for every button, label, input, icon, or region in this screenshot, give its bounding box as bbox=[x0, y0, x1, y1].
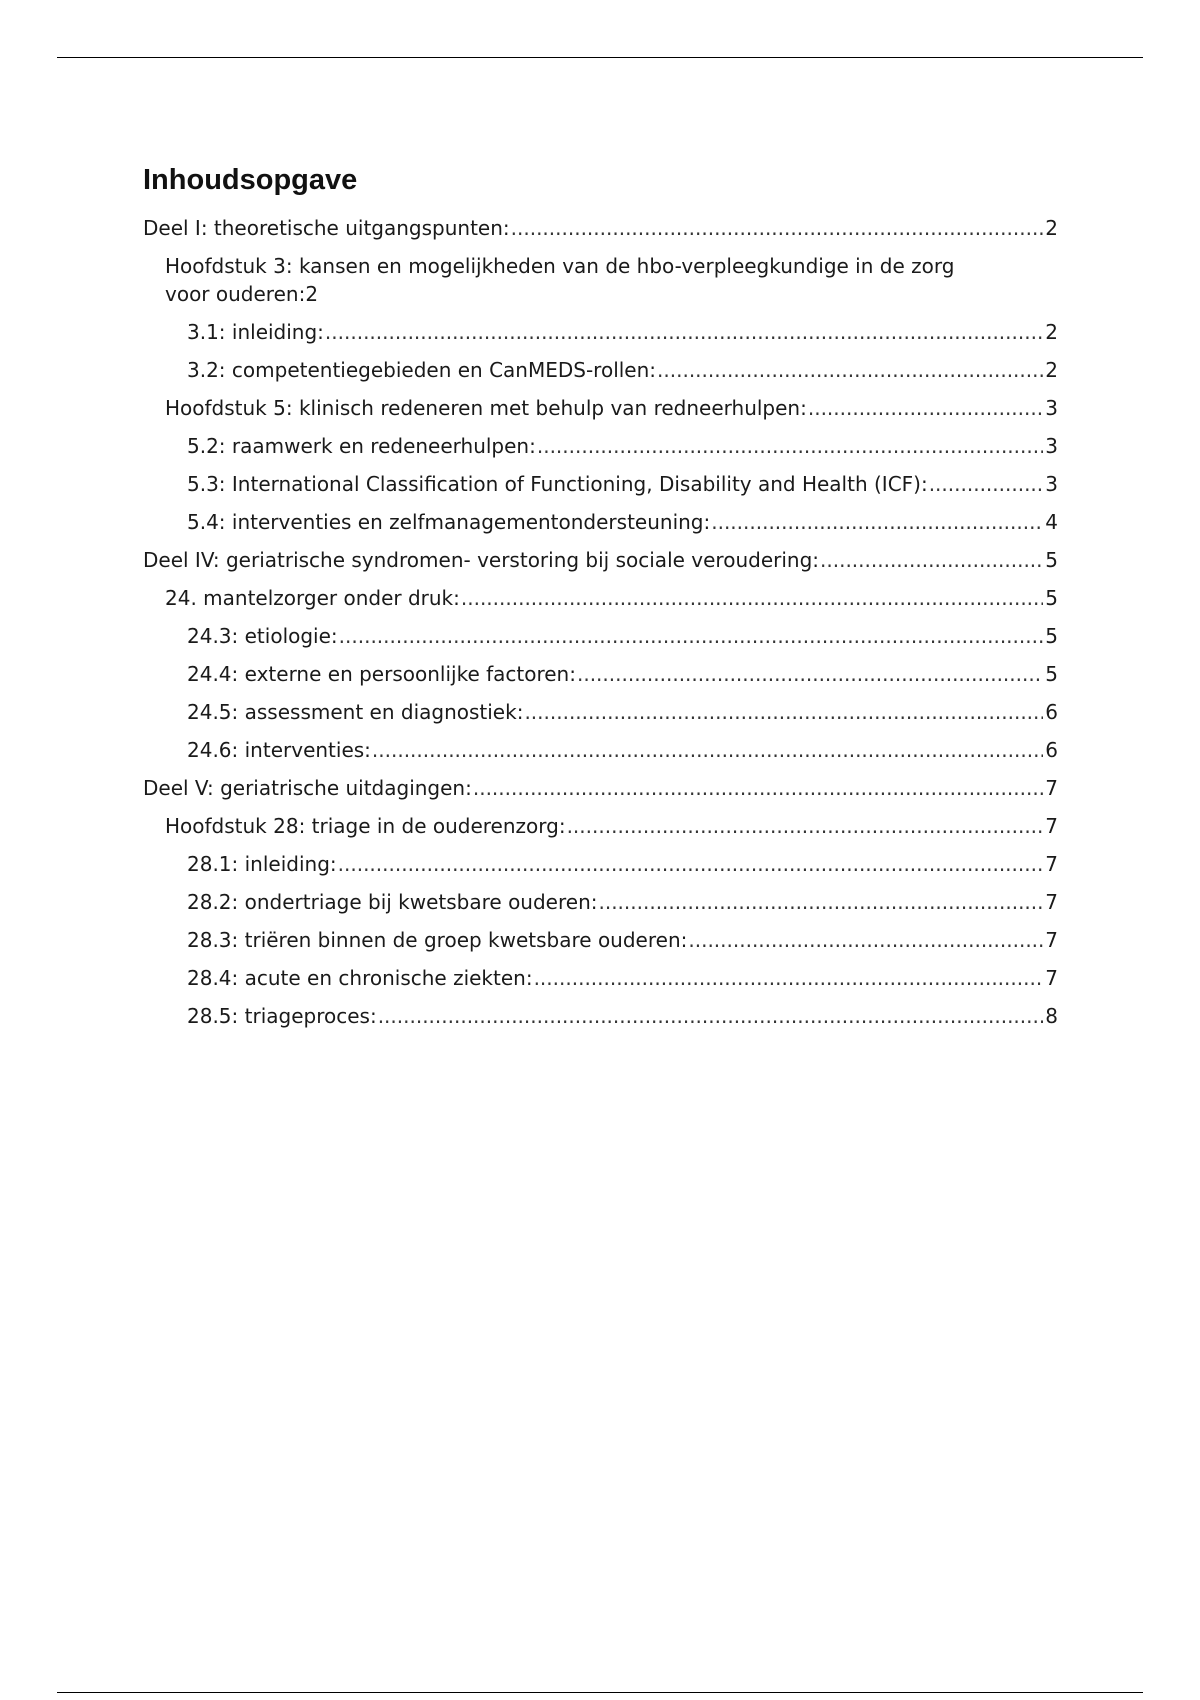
toc-entry-label: 28.3: triëren binnen de groep kwetsbare ouderen: bbox=[187, 927, 688, 952]
toc-entry-deel-5[interactable] bbox=[143, 774, 1058, 802]
toc-entry-5-4[interactable] bbox=[143, 508, 1058, 536]
toc-entry-24-3[interactable] bbox=[143, 622, 1058, 650]
toc-entry-page: 7 bbox=[1045, 775, 1058, 800]
dot-leader bbox=[577, 660, 1043, 688]
toc-entry-24-5[interactable] bbox=[143, 698, 1058, 726]
toc-entry-label: 3.1: inleiding: bbox=[187, 319, 324, 344]
dot-leader bbox=[473, 774, 1043, 802]
toc-entry-label: 5.2: raamwerk en redeneerhulpen: bbox=[187, 433, 536, 458]
toc-entry-hoofdstuk-5[interactable] bbox=[143, 394, 1058, 422]
toc-entry-page: 4 bbox=[1045, 509, 1058, 534]
toc-entry-28-5[interactable] bbox=[143, 1002, 1058, 1030]
toc-entry-28-3[interactable] bbox=[143, 926, 1058, 954]
toc-entry-label: Hoofdstuk 28: triage in de ouderenzorg: bbox=[165, 813, 566, 838]
toc-entry-label: 24.4: externe en persoonlijke factoren: bbox=[187, 661, 576, 686]
toc-entry-5-2[interactable] bbox=[143, 432, 1058, 460]
toc-entry-28-2[interactable] bbox=[143, 888, 1058, 916]
dot-leader bbox=[461, 584, 1043, 612]
toc-entry-label: 24. mantelzorger onder druk: bbox=[165, 585, 460, 610]
dot-leader bbox=[524, 698, 1043, 726]
toc-entry-5-3[interactable] bbox=[143, 470, 1058, 498]
dot-leader bbox=[808, 394, 1043, 422]
table-of-contents bbox=[143, 163, 1058, 1040]
toc-entry-label: 28.4: acute en chronische ziekten: bbox=[187, 965, 533, 990]
toc-entry-page: 6 bbox=[1045, 699, 1058, 724]
toc-entry-page: 7 bbox=[1045, 889, 1058, 914]
toc-entry-page: 8 bbox=[1045, 1003, 1058, 1028]
toc-entry-deel-1[interactable] bbox=[143, 214, 1058, 242]
toc-entry-label: 24.6: interventies: bbox=[187, 737, 371, 762]
toc-entry-24-6[interactable] bbox=[143, 736, 1058, 764]
toc-entry-label: Hoofdstuk 5: klinisch redeneren met behulp van redneerhulpen: bbox=[165, 395, 807, 420]
toc-entry-label: Deel IV: geriatrische syndromen- verstoring bij sociale veroudering: bbox=[143, 547, 820, 572]
toc-entry-label: 3.2: competentiegebieden en CanMEDS-rollen: bbox=[187, 357, 657, 382]
toc-entry-label: 24.3: etiologie: bbox=[187, 623, 338, 648]
toc-entry-label: Deel I: theoretische uitgangspunten: bbox=[143, 215, 510, 240]
dot-leader bbox=[598, 888, 1043, 916]
dot-leader bbox=[372, 736, 1043, 764]
toc-entry-deel-4[interactable] bbox=[143, 546, 1058, 574]
toc-entry-label: 5.3: International Classification of Functioning, Disability and Health (ICF): bbox=[187, 471, 928, 496]
toc-entry-28-4[interactable] bbox=[143, 964, 1058, 992]
toc-entry-page: 3 bbox=[1045, 395, 1058, 420]
dot-leader bbox=[820, 546, 1043, 574]
dot-leader bbox=[378, 1002, 1044, 1030]
toc-entry-hoofdstuk-3[interactable] bbox=[143, 252, 1058, 308]
toc-entry-24-4[interactable] bbox=[143, 660, 1058, 688]
toc-entry-page: 5 bbox=[1045, 547, 1058, 572]
toc-entry-3-1[interactable] bbox=[143, 318, 1058, 346]
toc-entry-page: 2 bbox=[305, 281, 319, 306]
toc-entry-label: 28.1: inleiding: bbox=[187, 851, 337, 876]
dot-leader bbox=[511, 214, 1044, 242]
toc-entry-page: 7 bbox=[1045, 813, 1058, 838]
dot-leader bbox=[688, 926, 1043, 954]
toc-entry-28-1[interactable] bbox=[143, 850, 1058, 878]
toc-entry-label: 28.2: ondertriage bij kwetsbare ouderen: bbox=[187, 889, 598, 914]
toc-entry-24[interactable] bbox=[143, 584, 1058, 612]
toc-entry-page: 2 bbox=[1045, 215, 1058, 240]
toc-entry-page: 6 bbox=[1045, 737, 1058, 762]
toc-entry-page: 5 bbox=[1045, 623, 1058, 648]
dot-leader bbox=[325, 318, 1043, 346]
dot-leader bbox=[534, 964, 1044, 992]
toc-entry-page: 7 bbox=[1045, 851, 1058, 876]
toc-entry-hoofdstuk-28[interactable] bbox=[143, 812, 1058, 840]
toc-entry-label-line1: Hoofdstuk 3: kansen en mogelijkheden van de hbo-verpleegkundige in de zorg bbox=[165, 253, 955, 278]
dot-leader bbox=[657, 356, 1043, 384]
toc-entry-label: 5.4: interventies en zelfmanagementondersteuning: bbox=[187, 509, 711, 534]
dot-leader bbox=[929, 470, 1044, 498]
footer-rule bbox=[57, 1692, 1143, 1693]
toc-entry-label: 28.5: triageproces: bbox=[187, 1003, 377, 1028]
toc-entry-page: 5 bbox=[1045, 661, 1058, 686]
toc-entry-page: 7 bbox=[1045, 927, 1058, 952]
toc-entry-label: 24.5: assessment en diagnostiek: bbox=[187, 699, 524, 724]
toc-title: Inhoudsopgave bbox=[143, 164, 358, 196]
toc-entry-label-line2: voor ouderen: bbox=[165, 281, 306, 306]
dot-leader bbox=[567, 812, 1044, 840]
toc-entry-page: 5 bbox=[1045, 585, 1058, 610]
dot-leader bbox=[711, 508, 1043, 536]
toc-entry-page: 7 bbox=[1045, 965, 1058, 990]
toc-entry-page: 3 bbox=[1045, 433, 1058, 458]
dot-leader bbox=[537, 432, 1043, 460]
dot-leader bbox=[339, 622, 1044, 650]
toc-entry-label: Deel V: geriatrische uitdagingen: bbox=[143, 775, 472, 800]
toc-entry-3-2[interactable] bbox=[143, 356, 1058, 384]
header-rule bbox=[57, 57, 1143, 58]
dot-leader bbox=[338, 850, 1044, 878]
toc-entry-page: 3 bbox=[1045, 471, 1058, 496]
toc-entry-page: 2 bbox=[1045, 319, 1058, 344]
toc-entry-page: 2 bbox=[1045, 357, 1058, 382]
